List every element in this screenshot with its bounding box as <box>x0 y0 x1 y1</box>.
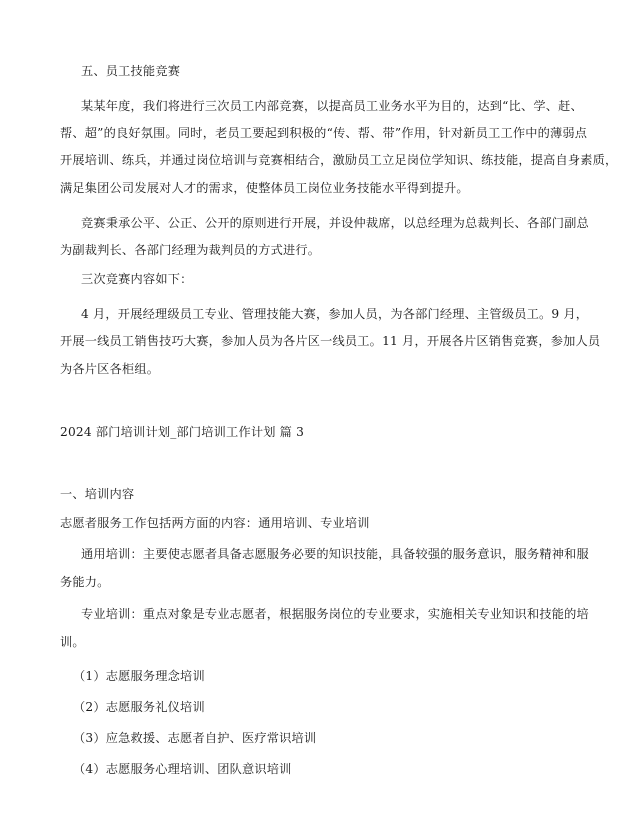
paragraph-line: 训。 <box>60 635 85 649</box>
list-item: （3）应急救援、志愿者自护、医疗常识培训 <box>73 731 317 745</box>
list-item: （4）志愿服务心理培训、团队意识培训 <box>73 762 292 776</box>
paragraph-line: 满足集团公司发展对人才的需求，使整体员工岗位业务技能水平得到提升。 <box>60 181 469 195</box>
paragraph-line: 为各片区各柜组。 <box>60 362 160 376</box>
paragraph-line: 某某年度，我们将进行三次员工内部竞赛，以提高员工业务水平为目的，达到“比、学、赶、 <box>81 99 583 113</box>
article-title: 2024 部门培训计划_部门培训工作计划 篇 3 <box>60 425 305 439</box>
paragraph-line: 三次竞赛内容如下： <box>81 272 193 286</box>
section-heading-skills-competition: 五、员工技能竞赛 <box>81 64 181 78</box>
paragraph-line: 务能力。 <box>60 575 110 589</box>
list-item: （2）志愿服务礼仪培训 <box>73 700 205 714</box>
paragraph-line: 开展培训、练兵，并通过岗位培训与竞赛相结合，激励员工立足岗位学知识、练技能，提高自身素质， <box>60 153 617 167</box>
paragraph-line: 开展一线员工销售技巧大赛，参加人员为各片区一线员工。11 月，开展各片区销售竞赛，参加人员 <box>60 334 601 348</box>
paragraph-line: 专业培训：重点对象是专业志愿者，根据服务岗位的专业要求，实施相关专业知识和技能的培 <box>81 607 589 621</box>
paragraph-line: 竞赛秉承公平、公正、公开的原则进行开展，并设仲裁席，以总经理为总裁判长、各部门副总 <box>81 216 589 230</box>
list-item: （1）志愿服务理念培训 <box>73 669 205 683</box>
paragraph-line: 为副裁判长、各部门经理为裁判员的方式进行。 <box>60 243 321 257</box>
paragraph-line: 4 月，开展经理级员工专业、管理技能大赛，参加人员，为各部门经理、主管级员工。9 月， <box>81 307 589 321</box>
paragraph-line: 帮、超”的良好氛围。同时，老员工要起到积极的“传、帮、带”作用，针对新员工工作中的薄弱点 <box>60 126 588 140</box>
section-heading-training-content: 一、培训内容 <box>60 487 135 501</box>
paragraph-line: 通用培训：主要使志愿者具备志愿服务必要的知识技能，具备较强的服务意识，服务精神和服 <box>81 547 589 561</box>
paragraph-line: 志愿者服务工作包括两方面的内容：通用培训、专业培训 <box>60 516 370 530</box>
